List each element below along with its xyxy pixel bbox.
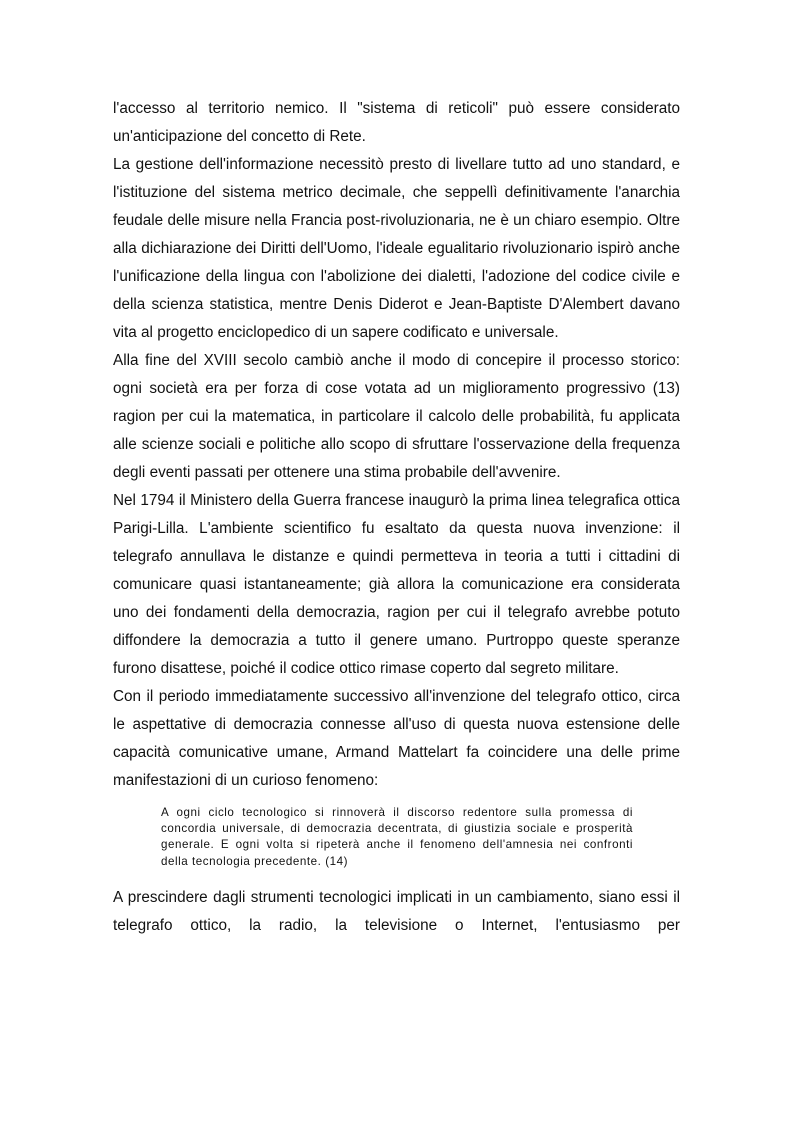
paragraph-5: Con il periodo immediatamente successivo all'invenzione del telegrafo ottico, circa le aspettative di democrazia connesse all'uso di questa nuova estensione delle capacità comunicative umane, Armand Mattelart fa coincidere una delle prime manifestazioni di un curioso fenomeno:: [113, 688, 680, 789]
paragraph-1: l'accesso al territorio nemico. Il "sistema di reticoli" può essere considerato un'anticipazione del concetto di Rete.: [113, 100, 680, 145]
paragraph-3: Alla fine del XVIII secolo cambiò anche il modo di concepire il processo storico: ogni società era per forza di cose votata ad un miglioramento progressivo (13) ragion per cui la matematica, in particolare il calcolo delle probabilità, fu applicata alle scienze sociali e politiche allo scopo di sfruttare l'osservazione della frequenza degli eventi passati per ottenere una stima probabile dell'avvenire.: [113, 352, 680, 481]
paragraph-4: Nel 1794 il Ministero della Guerra francese inaugurò la prima linea telegrafica ottica Parigi-Lilla. L'ambiente scientifico fu esaltato da questa nuova invenzione: il telegrafo annullava le distanze e quindi permetteva in teoria a tutti i cittadini di comunicare quasi istantaneamente; già allora la comunicazione era considerata uno dei fondamenti della democrazia, ragion per cui il telegrafo avrebbe potuto diffondere la democrazia a tutto il genere umano. Purtroppo queste speranze furono disattese, poiché il codice ottico rimase coperto dal segreto militare.: [113, 492, 680, 677]
block-quote: A ogni ciclo tecnologico si rinnoverà il discorso redentore sulla promessa di concordia universale, di democrazia decentrata, di giustizia sociale e prosperità generale. E ogni volta si ripeterà anche il fenomeno dell'amnesia nei confronti della tecnologia precedente. (14): [161, 806, 633, 868]
paragraph-after-quote: A prescindere dagli strumenti tecnologici implicati in un cambiamento, siano essi il telegrafo ottico, la radio, la televisione o Internet, l'entusiasmo per: [113, 888, 680, 934]
paragraph-2: La gestione dell'informazione necessitò presto di livellare tutto ad uno standard, e l'istituzione del sistema metrico decimale, che seppellì definitivamente l'anarchia feudale delle misure nella Francia post-rivoluzionaria, ne è un chiaro esempio. Oltre alla dichiarazione dei Diritti dell'Uomo, l'ideale egualitario rivoluzionario ispirò anche l'unificazione della lingua con l'abolizione dei dialetti, l'adozione del codice civile e della scienza statistica, mentre Denis Diderot e Jean-Baptiste D'Alembert davano vita al progetto enciclopedico di un sapere codificato e universale.: [113, 156, 680, 341]
body-text: [113, 95, 680, 940]
